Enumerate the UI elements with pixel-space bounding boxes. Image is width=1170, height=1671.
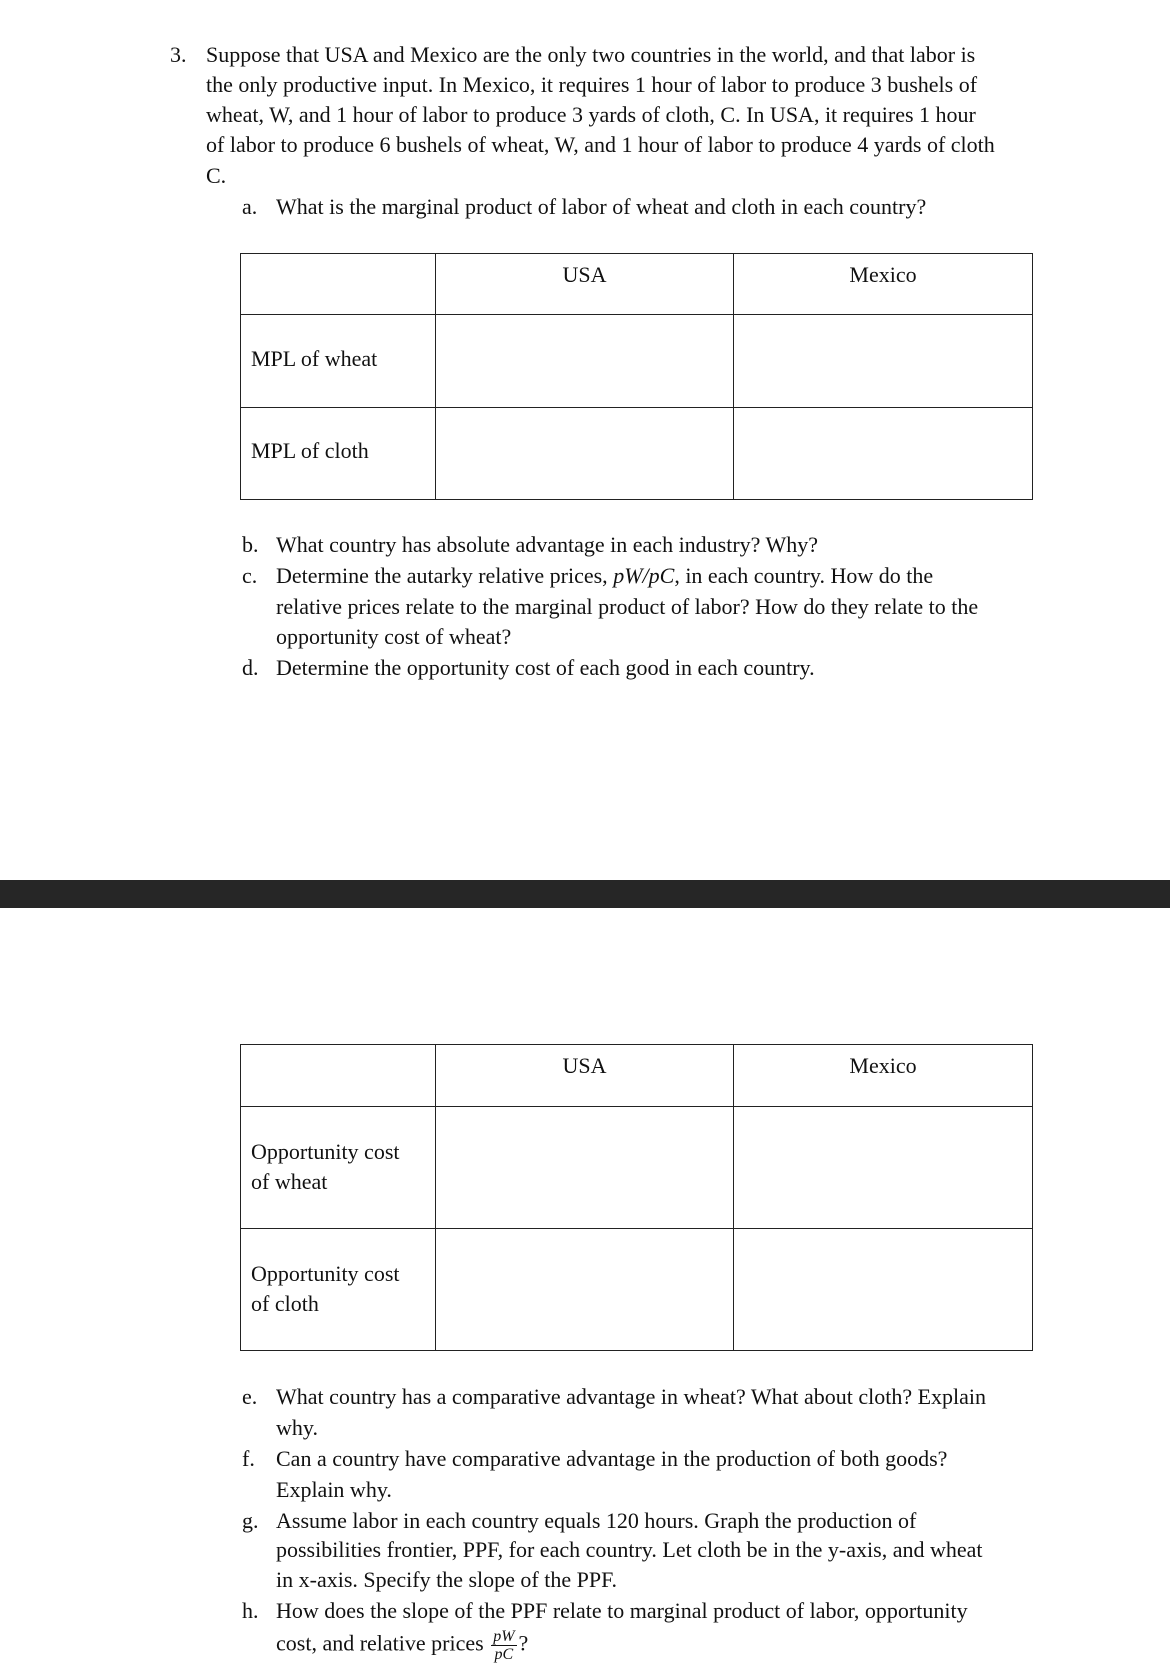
intro-line-2: the only productive input. In Mexico, it requires 1 hour of labor to produce 3 bushels of	[206, 72, 978, 97]
intro-line-4: of labor to produce 6 bushels of wheat, W, and 1 hour of labor to produce 4 yards of cloth	[206, 132, 995, 157]
part-c-line-3: opportunity cost of wheat?	[276, 624, 512, 649]
oc-table-header-usa: USA	[436, 1045, 734, 1107]
oc-cloth-label-line-1: Opportunity cost	[251, 1261, 400, 1286]
oc-wheat-mexico-cell[interactable]	[734, 1107, 1033, 1229]
relative-price-formula: pW/pC	[613, 563, 675, 588]
opportunity-cost-table	[240, 1044, 1033, 1351]
question-number: 3.	[170, 42, 187, 67]
part-g-letter: g.	[242, 1508, 259, 1533]
intro-line-5: C.	[206, 163, 227, 188]
part-c-line-1-pre: Determine the autarky relative prices,	[276, 563, 614, 588]
fraction-numerator: pW	[493, 1628, 515, 1645]
part-f-letter: f.	[242, 1446, 255, 1471]
relative-price-fraction	[491, 1628, 516, 1663]
part-g-line-2: possibilities frontier, PPF, for each country. Let cloth be in the y-axis, and wheat	[276, 1537, 983, 1562]
mpl-wheat-usa-cell[interactable]	[436, 315, 734, 408]
mpl-cloth-label: MPL of cloth	[241, 408, 436, 500]
oc-wheat-label	[241, 1107, 436, 1229]
mpl-table-corner	[241, 254, 436, 315]
part-g-line-1: Assume labor in each country equals 120 hours. Graph the production of	[276, 1508, 917, 1533]
part-c-line-1	[276, 561, 933, 591]
part-b-letter: b.	[242, 532, 259, 557]
part-e-letter: e.	[242, 1384, 258, 1409]
fraction-denominator: pC	[494, 1646, 514, 1663]
mpl-table	[240, 253, 1033, 500]
part-a-letter: a.	[242, 194, 258, 219]
part-f-line-2: Explain why.	[276, 1477, 392, 1502]
oc-cloth-usa-cell[interactable]	[436, 1229, 734, 1351]
part-h-letter: h.	[242, 1598, 259, 1623]
part-c-letter: c.	[242, 563, 258, 588]
oc-table-header-mexico: Mexico	[734, 1045, 1033, 1107]
mpl-table-header-mexico: Mexico	[734, 254, 1033, 315]
mpl-cloth-usa-cell[interactable]	[436, 408, 734, 500]
oc-cloth-label-line-2: of cloth	[251, 1291, 319, 1316]
part-f-line-1: Can a country have comparative advantage in the production of both goods?	[276, 1446, 948, 1471]
oc-cloth-label	[241, 1229, 436, 1351]
page-separator-band	[0, 880, 1170, 908]
part-g-line-3: in x-axis. Specify the slope of the PPF.	[276, 1567, 618, 1592]
part-e-line-1: What country has a comparative advantage in wheat? What about cloth? Explain	[276, 1384, 987, 1409]
part-e-line-2: why.	[276, 1415, 318, 1440]
mpl-wheat-label: MPL of wheat	[241, 315, 436, 408]
mpl-table-header-usa: USA	[436, 254, 734, 315]
part-h-line-2-pre: cost, and relative prices	[276, 1630, 490, 1656]
part-b-text: What country has absolute advantage in each industry? Why?	[276, 532, 819, 557]
oc-cloth-mexico-cell[interactable]	[734, 1229, 1033, 1351]
part-d-text: Determine the opportunity cost of each good in each country.	[276, 655, 815, 680]
part-h-line-2-post: ?	[518, 1630, 529, 1656]
intro-line-3: wheat, W, and 1 hour of labor to produce 3 yards of cloth, C. In USA, it requires 1 hour	[206, 102, 976, 127]
part-h-line-2	[276, 1628, 528, 1663]
part-c-line-2: relative prices relate to the marginal product of labor? How do they relate to the	[276, 594, 979, 619]
oc-wheat-label-line-2: of wheat	[251, 1169, 328, 1194]
oc-table-corner	[241, 1045, 436, 1107]
part-d-letter: d.	[242, 655, 259, 680]
oc-wheat-label-line-1: Opportunity cost	[251, 1139, 400, 1164]
part-h-line-1: How does the slope of the PPF relate to marginal product of labor, opportunity	[276, 1598, 968, 1623]
oc-wheat-usa-cell[interactable]	[436, 1107, 734, 1229]
mpl-wheat-mexico-cell[interactable]	[734, 315, 1033, 408]
part-c-line-1-post: , in each country. How do the	[674, 563, 934, 588]
intro-line-1: Suppose that USA and Mexico are the only two countries in the world, and that labor is	[206, 42, 976, 67]
mpl-cloth-mexico-cell[interactable]	[734, 408, 1033, 500]
part-a-text: What is the marginal product of labor of wheat and cloth in each country?	[276, 194, 927, 219]
